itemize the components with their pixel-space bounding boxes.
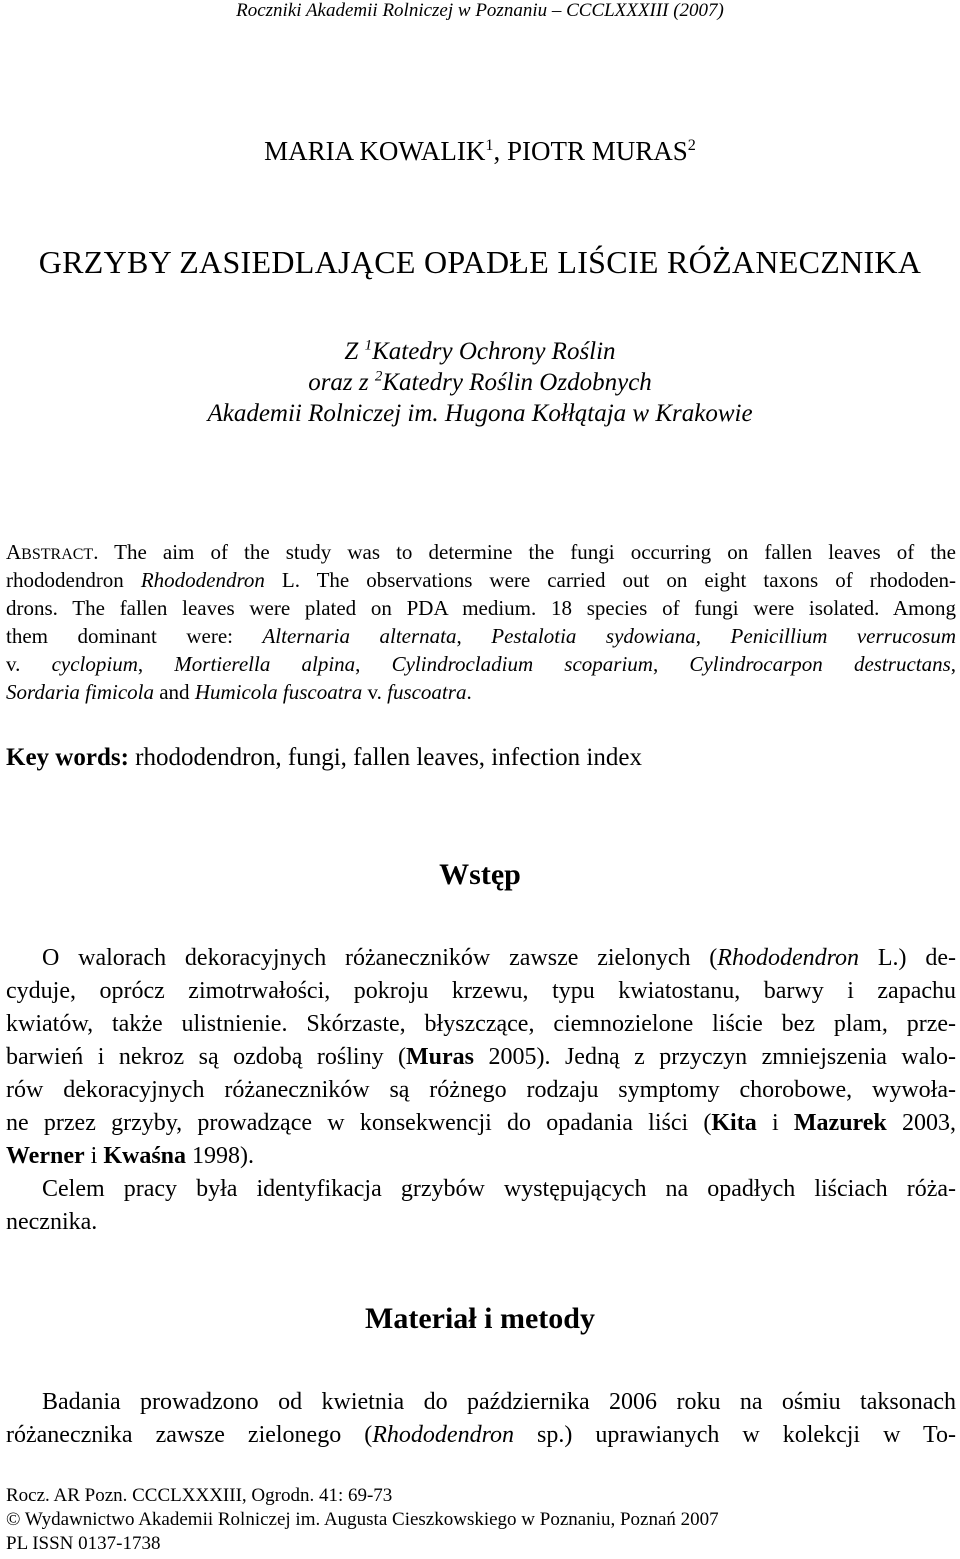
footer-citation: Rocz. AR Pozn. CCCLXXXIII, Ogrodn. 41: 69-73 — [6, 1485, 393, 1506]
species-name: Humicola fuscoatra — [194, 680, 363, 704]
intro-line-8: Celem pracy była identyfikacja grzybów występujących na opadłych liściach róża- — [42, 1176, 956, 1202]
aff2-mark: 2 — [374, 368, 383, 385]
cited-author: Werner — [6, 1143, 85, 1169]
author-2-affiliation-mark: 2 — [687, 136, 696, 154]
footer — [6, 1484, 719, 1556]
text: O walorach dekoracyjnych różaneczników zawsze zielonych ( — [42, 945, 718, 971]
authors — [0, 136, 960, 167]
text: i — [84, 1143, 104, 1169]
footer-copyright: © Wydawnictwo Akademii Rolniczej im. Augusta Cieszkowskiego w Poznaniu, Poznań 2007 — [6, 1509, 719, 1530]
cited-author: Mazurek — [793, 1110, 887, 1136]
taxon-name: Rhododendron — [717, 945, 860, 971]
journal-header: Roczniki Akademii Rolniczej w Poznaniu – CCCLXXXIII (2007) — [236, 0, 724, 21]
abstract-label-rest: BSTRACT — [21, 546, 94, 563]
intro-line-9: necznika. — [6, 1209, 98, 1235]
taxon-name: Rhododendron — [140, 568, 265, 592]
text: i — [756, 1110, 794, 1136]
text: , — [652, 652, 690, 676]
text: , — [456, 624, 492, 648]
species-name: Cylindrocarpon destructans — [689, 652, 951, 676]
species-name: fuscoatra — [387, 680, 467, 704]
methods-line-2 — [6, 1419, 956, 1452]
text: L.) de- — [859, 945, 956, 971]
abstract-line-1 — [6, 538, 956, 569]
text: L. The observations were carried out on eight taxons of rhododen- — [264, 568, 957, 592]
text: 2005). Jedną z przyczyn zmniejszenia walo- — [474, 1044, 956, 1070]
text: , — [950, 652, 957, 676]
species-name: cyclopium — [51, 652, 138, 676]
text: sp.) uprawianych w kolekcji w To- — [514, 1422, 957, 1448]
taxon-name: Rhododendron — [372, 1422, 515, 1448]
species-name: Cylindrocladium scoparium — [391, 652, 653, 676]
intro-line-2: cyduje, oprócz zimotrwałości, pokroju krzewu, typu kwiatostanu, barwy i zapachu — [6, 978, 956, 1004]
author-separator: , — [493, 136, 507, 166]
intro-line-3: kwiatów, także ulistnienie. Skórzaste, błyszczące, ciemnozielone liście bez plam, prze- — [6, 1011, 956, 1037]
abstract-text: The aim of the study was to determine the fungi occurring on fallen leaves of the — [98, 540, 956, 564]
intro-line-4 — [6, 1041, 956, 1074]
species-name: Alternaria alternata — [262, 624, 457, 648]
aff1-pre: Z — [344, 338, 365, 365]
abstract-line-5 — [6, 650, 956, 678]
text: v. — [362, 680, 388, 704]
author-1-affiliation-mark: 1 — [485, 136, 494, 154]
article-title: GRZYBY ZASIEDLAJĄCE OPADŁE LIŚCIE RÓŻANECZNIKA — [38, 244, 922, 280]
affiliation-line-2 — [0, 367, 960, 398]
abstract-line-4 — [6, 622, 956, 650]
abstract-label — [6, 540, 98, 564]
section-heading-intro: Wstęp — [439, 858, 521, 891]
affiliation-line-3: Akademii Rolniczej im. Hugona Kołłątaja w Krakowie — [207, 400, 753, 427]
keywords-text: rhododendron, fungi, fallen leaves, infection index — [128, 744, 642, 771]
text: barwień i nekroz są ozdobą rośliny ( — [6, 1044, 407, 1070]
intro-line-6 — [6, 1107, 956, 1140]
abstract-line-6 — [6, 678, 956, 706]
aff1-text: Katedry Ochrony Roślin — [372, 338, 616, 365]
section-heading-methods: Materiał i metody — [365, 1302, 595, 1335]
aff2-pre: oraz z — [308, 369, 375, 396]
abstract-line-2 — [6, 566, 956, 594]
intro-line-1 — [42, 942, 956, 975]
species-name: Pestalotia sydowiana — [491, 624, 696, 648]
species-name: Sordaria fimicola — [6, 680, 154, 704]
cited-author: Muras — [406, 1044, 475, 1070]
author-1: MARIA KOWALIK — [264, 136, 486, 166]
text: and — [153, 680, 195, 704]
text: rhododendron — [6, 568, 141, 592]
footer-issn: PL ISSN 0137-1738 — [6, 1533, 161, 1554]
text: , — [137, 652, 175, 676]
cited-author: Kita — [711, 1110, 757, 1136]
keywords — [6, 744, 642, 772]
abstract-line-3: drons. The fallen leaves were plated on PDA medium. 18 species of fungi were isolated. Among — [6, 596, 956, 620]
cited-author: Kwaśna — [103, 1143, 186, 1169]
species-name: Mortierella alpina — [174, 652, 356, 676]
text: 1998). — [186, 1143, 254, 1169]
intro-line-7 — [6, 1140, 956, 1173]
text: 2003, — [886, 1110, 957, 1136]
species-name: Penicillium verrucosum — [730, 624, 957, 648]
affiliations — [0, 336, 960, 429]
text: , — [695, 624, 731, 648]
abstract-label-dot: . — [93, 540, 99, 564]
aff2-text: Katedry Roślin Ozdobnych — [382, 369, 652, 396]
author-2: PIOTR MURAS — [506, 136, 688, 166]
abstract-label-initial: A — [6, 540, 22, 564]
text: . — [466, 680, 472, 704]
text: różanecznika zawsze zielonego ( — [6, 1422, 373, 1448]
text: them dominant were: — [6, 624, 263, 648]
text: ne przez grzyby, prowadzące w konsekwencji do opadania liści ( — [6, 1110, 712, 1136]
affiliation-line-1 — [0, 336, 960, 367]
aff1-mark: 1 — [364, 337, 373, 354]
intro-line-5: rów dekoracyjnych różaneczników są różnego rodzaju symptomy chorobowe, wywoła- — [6, 1077, 956, 1103]
keywords-label: Key words: — [6, 744, 129, 771]
text: , — [355, 652, 392, 676]
text: v. — [6, 652, 52, 676]
methods-line-1: Badania prowadzono od kwietnia do października 2006 roku na ośmiu taksonach — [42, 1389, 956, 1415]
